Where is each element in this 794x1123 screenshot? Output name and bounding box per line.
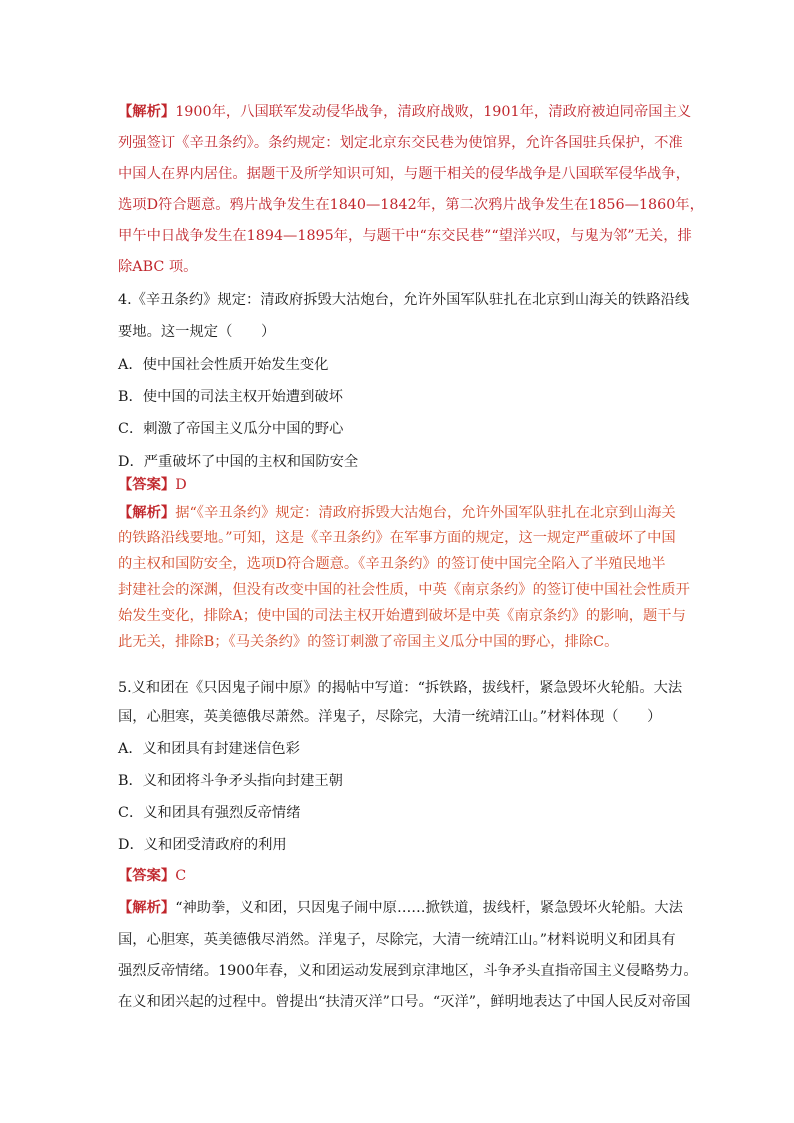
q4-stem-line-1: 4.《辛丑条约》规定：清政府拆毁大沽炮台，允许外国军队驻扎在北京到山海关的铁路沿线 bbox=[118, 292, 690, 308]
q4-analysis-tag: 【解析】 bbox=[118, 505, 176, 521]
q4-answer-tag: 【答案】 bbox=[118, 477, 176, 493]
q4-option-c: C．刺激了帝国主义瓜分中国的野心 bbox=[118, 421, 344, 437]
analysis3-line-4: 选项D符合题意。鸦片战争发生在1840—1842年，第二次鸦片战争发生在1856—1860年， bbox=[118, 197, 704, 213]
q5-option-c: C．义和团具有强烈反帝情绪 bbox=[118, 805, 301, 821]
q4-option-a: A．使中国社会性质开始发生变化 bbox=[118, 357, 329, 373]
analysis3-line-1: 【解析】1900年，八国联军发动侵华战争，清政府战败，1901年，清政府被迫同帝国主义 bbox=[118, 104, 692, 120]
q5-analysis-line-2: 国，心胆寒，英美德俄尽消然。洋鬼子，尽除完，大清一统靖江山。”材料说明义和团具有 bbox=[118, 932, 676, 948]
q5-analysis-tag: 【解析】 bbox=[118, 900, 176, 916]
q4-analysis-line-2: 的铁路沿线要地。”可知，这是《辛丑条约》在军事方面的规定，这一规定严重破坏了中国 bbox=[118, 530, 676, 546]
analysis3-line-6: 除ABC 项。 bbox=[118, 259, 198, 275]
q5-stem-line-2: 国，心胆寒，英美德俄尽萧然。洋鬼子，尽除完，大清一统靖江山。”材料体现（ ） bbox=[118, 709, 662, 725]
q5-option-b: B．义和团将斗争矛头指向封建王朝 bbox=[118, 773, 343, 789]
q5-answer-value: C bbox=[175, 868, 187, 884]
q4-option-d: D．严重破坏了中国的主权和国防安全 bbox=[118, 454, 359, 470]
analysis3-line-3: 中国人在界内居住。据题干及所学知识可知，与题干相关的侵华战争是八国联军侵华战争， bbox=[118, 166, 690, 182]
analysis3-tag: 【解析】 bbox=[118, 104, 176, 120]
q4-option-b: B．使中国的司法主权开始遭到破坏 bbox=[118, 389, 343, 405]
q4-stem-line-2: 要地。这一规定（ ） bbox=[118, 324, 276, 340]
q4-answer bbox=[118, 474, 678, 496]
q4-analysis-line-5: 始发生变化，排除A；使中国的司法主权开始遭到破坏是中英《南京条约》的影响，题干与 bbox=[118, 608, 686, 624]
q5-option-a: A．义和团具有封建迷信色彩 bbox=[118, 741, 300, 757]
q5-analysis-line-4: 在义和团兴起的过程中。曾提出“扶清灭洋”口号。“灭洋”，鲜明地表达了中国人民反对帝国 bbox=[118, 994, 691, 1010]
q5-stem-line-1: 5.义和团在《只因鬼子闹中原》的揭帖中写道：“拆铁路，拔线杆，紧急毁坏火轮船。大法 bbox=[118, 680, 683, 696]
q5-answer-tag: 【答案】 bbox=[118, 868, 176, 884]
q5-analysis-line-3: 强烈反帝情绪。1900年春，义和团运动发展到京津地区，斗争矛头直指帝国主义侵略势力。 bbox=[118, 963, 698, 979]
q4-analysis-line-3: 的主权和国防安全，选项D符合题意。《辛丑条约》的签订使中国完全陷入了半殖民地半 bbox=[118, 556, 666, 572]
q4-analysis-line-1: 【解析】据“《辛丑条约》规定：清政府拆毁大沽炮台，允许外国军队驻扎在北京到山海关 bbox=[118, 505, 676, 521]
q4-analysis-line-6: 此无关，排除B；《马关条约》的签订刺激了帝国主义瓜分中国的野心，排除C。 bbox=[118, 634, 619, 650]
q5-analysis-line-1: 【解析】“神助拳，义和团，只因鬼子闹中原……掀铁道，拔线杆，紧急毁坏火轮船。大法 bbox=[118, 900, 683, 916]
q4-answer-value: D bbox=[175, 477, 187, 493]
analysis3-line-5: 甲午中日战争发生在1894—1895年，与题干中“东交民巷”“望洋兴叹，与鬼为邻”无关，排 bbox=[118, 228, 692, 244]
q4-analysis-line-4: 封建社会的深渊，但没有改变中国的社会性质，中英《南京条约》的签订使中国社会性质开 bbox=[118, 582, 690, 598]
q5-answer bbox=[118, 865, 678, 887]
q5-option-d: D．义和团受清政府的利用 bbox=[118, 837, 287, 853]
analysis3-line-2: 列强签订《辛丑条约》。条约规定：划定北京东交民巷为使馆界，允许各国驻兵保护，不准 bbox=[118, 135, 683, 151]
